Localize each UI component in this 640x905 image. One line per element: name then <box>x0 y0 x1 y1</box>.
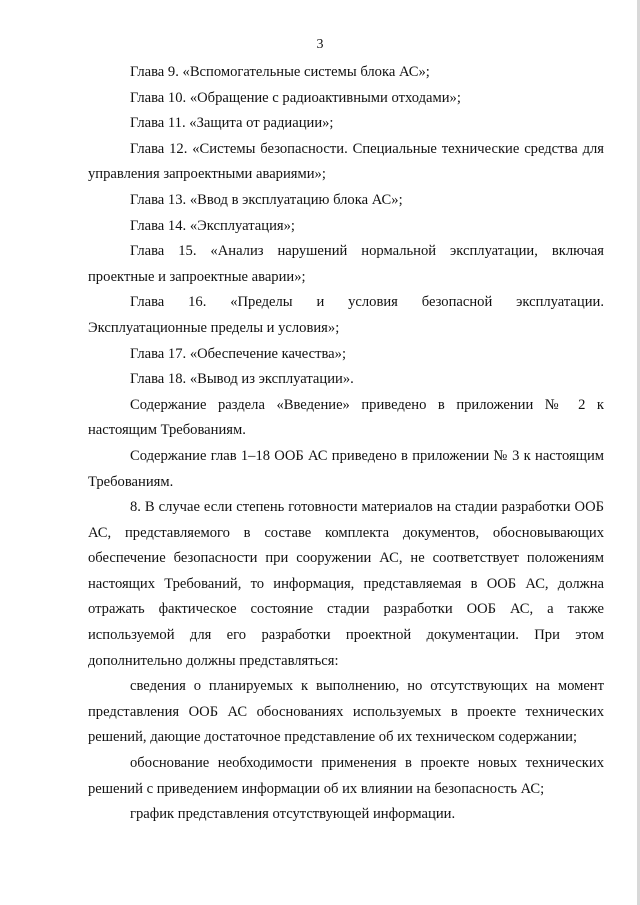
paragraph-new-solutions-justification: обоснование необходимости применения в проекте новых технических решений с приведением информации об их влиянии на безопасность АС; <box>88 755 604 797</box>
paragraph-chapter-18: Глава 18. «Вывод из эксплуатации». <box>130 371 354 388</box>
paragraph-planned-information: сведения о планируемых к выполнению, но отсутствующих на момент представления ООБ АС обоснованиях используемых в проекте технических решений, дающие достаточное представление об их техническом содержании; <box>88 678 604 746</box>
paragraph-chapter-15: Глава 15. «Анализ нарушений нормальной эксплуатации, включая проектные и запроектные аварии»; <box>88 243 604 285</box>
page-number: 3 <box>316 37 324 52</box>
paragraph-introduction-content: Содержание раздела «Введение» приведено в приложении № 2 к настоящим Требованиям. <box>88 396 604 439</box>
paragraph-chapters-content: Содержание глав 1–18 ООБ АС приведено в приложении № 3 к настоящим Требованиям. <box>88 447 604 490</box>
paragraph-chapter-14: Глава 14. «Эксплуатация»; <box>130 217 295 234</box>
document-body <box>88 60 604 828</box>
paragraph-chapter-13: Глава 13. «Ввод в эксплуатацию блока АС»; <box>130 191 403 208</box>
paragraph-item-8: 8. В случае если степень готовности материалов на стадии разработки ООБ АС, представляемого в составе комплекта документов, обосновывающих обеспечение безопасности при сооружении АС, не соответствует положениям настоящих Требований, то информация, представляемая в ООБ АС, должна отражать фактическое состояние стадии разработки ООБ АС, а также используемой для его разработки проектной документации. При этом дополнительно должны представляться: <box>88 499 604 669</box>
paragraph-chapter-17: Глава 17. «Обеспечение качества»; <box>130 345 347 362</box>
paragraph-missing-information-schedule: график представления отсутствующей информации. <box>130 806 456 823</box>
paragraph-chapter-11: Глава 11. «Защита от радиации»; <box>130 115 334 132</box>
paragraph-chapter-10: Глава 10. «Обращение с радиоактивными отходами»; <box>130 89 461 106</box>
paragraph-chapter-12: Глава 12. «Системы безопасности. Специальные технические средства для управления запроектными авариями»; <box>88 140 604 183</box>
paragraph-chapter-16: Глава 16. «Пределы и условия безопасной эксплуатации. Эксплуатационные пределы и условия»; <box>88 294 604 336</box>
paragraph-chapter-9: Глава 9. «Вспомогательные системы блока АС»; <box>130 64 430 80</box>
